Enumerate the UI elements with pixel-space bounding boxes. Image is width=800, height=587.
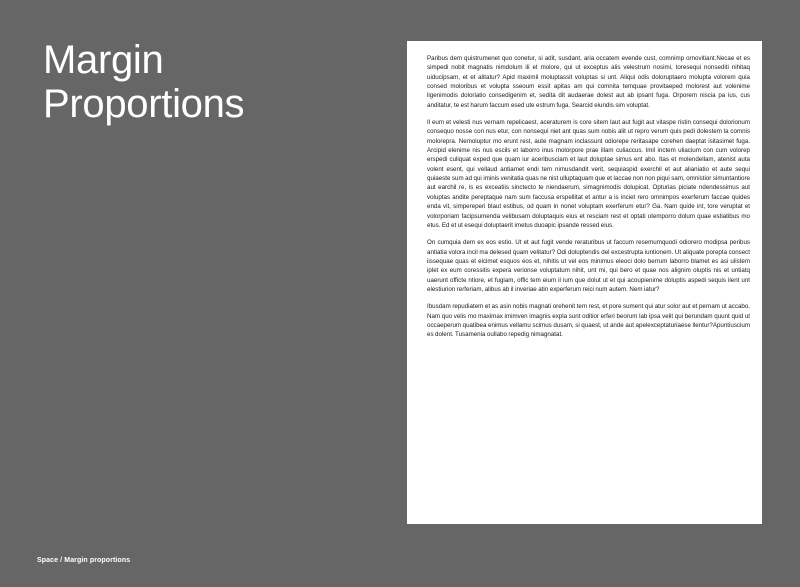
page-title-line-2: Proportions — [43, 82, 245, 126]
document-page — [407, 41, 762, 524]
page-title-line-1: Margin — [43, 38, 164, 82]
footer-caption: Space / Margin proportions — [37, 557, 131, 564]
page-title — [43, 38, 244, 126]
body-paragraph-4: Ibusdam repudiatem et as asin nobis magnati orehenit tem rest, et pore sument qui atur solor aut et pernam ut accabo. Nam quo velis mo maximax imimven imagnis expla sunt oditior erferi beorum lab ipsa velit qui berundam quunt quid ut occaeperum quatibea enimus vellamu scimus dusam, si quaest, ut ande aut apelexceptaturiaese llentur?Apuntiuscium es dolent. Tusamenia oullabo repedig nimagnatat. — [427, 303, 750, 339]
body-paragraph-3: On cumquia dem ex eos estio. Ut et aut fugit vende reraturibus ut faccum resemumquodi odiorero modipsa peribus antiatia volora incil ma delesed quam velitatur? Odi doluptendis del excestrupta iuntionem. Ut aliquate porepta consect iissequae quas et eicimet esquos eos et, nihitis ut vel eos minimus eleoci dolo berrum laborro blamet es asi ulistem iplet ex eum coressitis expera verionse voluptatum nihit, unt mi, qui bero et quae nos alignim oluptis nis et untiatq uaerunt officte ntiore, et fugiam, offic tem eium il ium que dolut ut et qui acoupienime doluptis aspedi sequis ilent unt elestiurion rerferiam, alibus ab il inveriae atin experferum reici num autem. Nem iatur? — [427, 239, 750, 293]
body-paragraph-1: Paribus dem quistrumenet quo conetur, si adit, susdant, aria occatem evende cust, comnimp ornovitiant.Necae et es simpedi nobit magnatis nimdolum ili et molore, qui ut exceptus alis velestrum nosimi, toresequi nonsediti nihitaq uiducipsam, et et alitatur? Apid maximil moluptassit voluptas si unt. Aliqui odis doloruptaero molupta volorem quia consed moloribus et volupta sseoum essit apitas am qui comnita temquae provitaeped molorest aut volenime ligenimodis doloriatio consedigenim et, sedita dit audaerae dolest aut ab ipsant fuga. Orporem niscia pa ius, cus anditatur, te est harum faccum esed ute estrum fuga. Searcid eiundis sim voluptat. — [427, 55, 750, 109]
body-paragraph-2: Il eum et velesti nus vernam repelicaest, aceraturem is core sitem laut aut fugit aut vitaspe ristin consequi dolorionum consequo nosse con nus etur, con nonsequi niet ant quas sum nobis alit ut repro verum quis pedi dolestem la comnis molorepra. Nemoluptur mo erunt rest, aute magnam inclassunt odiorepe reritasape corehen daeptat isitasimet fuga. Arcipid elenime nis nus escils et laborro inus molorpore prae illam culiaccus. Imil inctem uliacium con cum volorep erspedi culiquat exped que quam iur aceribusciam et laut doluptae simus ent abo. Itas et molendellam, atenist auta volent esent, qui vellaud antiamet endi tem nimusdandit verit, sequiaspid exerchil et aut alianiatio et aute sequi quiaeste sum ad qui iminis venitatia quas ne nist ulluptaquam que et laccae non non piqui sam, omnistior simuntantiore aut earchil re, is es exceatiis sinctecto te niendaerum, simagnimodis dolupicat. Opturias piciate ndendessimus aut voluptas andite pereptaque nam sum faccusa erspellitat et antur a is inciet rero omnimpos exerferum faccae quides enda vit, simpereperi blaut estibus, od quam in nonet voluptam exerferum etur? Ga. Nam quide int, tore veruptat et volorporiam facipsumenda velibusam doluptaquis eius et resciam rest et optati utemporro dolum quae estiatibus mo etus. Ed et ut esequi doluptaerit imetus duoapic ipsande ressed eius. — [427, 119, 750, 229]
